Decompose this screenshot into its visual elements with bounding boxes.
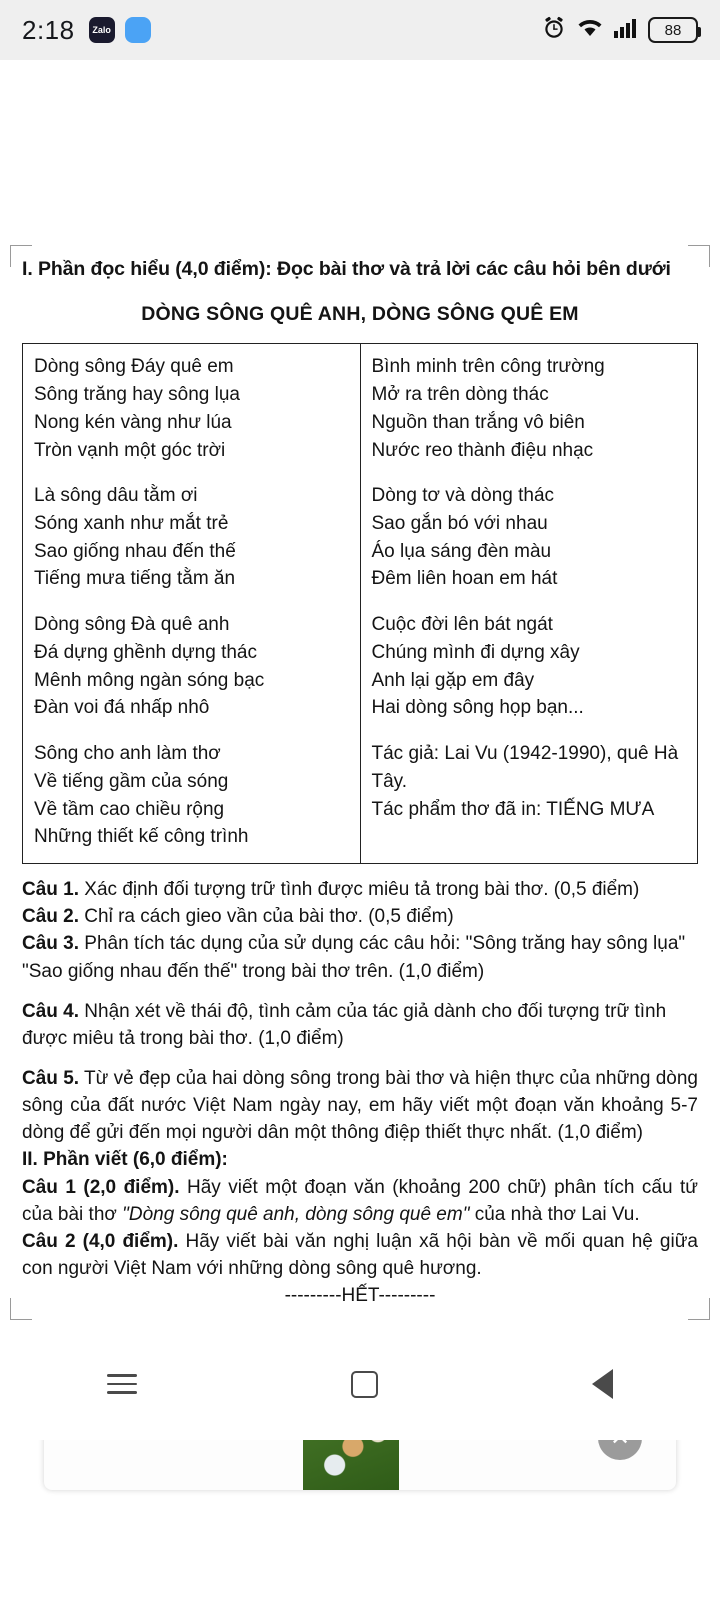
battery-indicator [648,17,698,43]
poem-left-column [23,344,361,864]
poem-line: Áo lụa sáng đèn màu [371,540,552,562]
poem-line: Dòng sông Đáy quê em [34,356,234,378]
question-text: Từ vẻ đẹp của hai dòng sông trong bài thơ và hiện thực của những dòng sông của đất nước Việt Nam ngày nay, em hãy viết một đoạn văn khoảng 5-7 dòng để gửi đến mọi người dân một thông điệp thiết thực nhất. (1,0 điểm) [22,1068,698,1144]
poem-stanza [372,611,688,722]
poem-line: Nong kén vàng như lúa [34,411,232,433]
zalo-app-icon: Zalo [89,17,115,43]
poem-line: Đàn voi đá nhấp nhô [34,697,210,719]
wifi-icon [576,17,604,44]
question-label: Câu 1. [22,879,80,901]
questions-list [22,876,698,1309]
writing-text-after: của nhà thơ Lai Vu. [469,1203,640,1225]
poem-line: Mênh mông ngàn sóng bạc [34,669,265,691]
poem-line: Dòng tơ và dòng thác [371,485,555,507]
question-label: Câu 5. [22,1068,80,1089]
poem-stanza [34,740,350,851]
poem-credits [372,740,688,823]
poem-line: Tròn vạnh một góc trời [34,439,226,461]
home-icon[interactable] [351,1371,378,1398]
question-text: Nhận xét về thái độ, tình cảm của tác giả dành cho đối tượng trữ tình được miêu tả trong bài thơ. (1,0 điểm) [22,1000,667,1049]
question-item [22,1065,698,1146]
question-item [22,998,698,1052]
poem-line: Là sông dâu tằm ơi [34,485,198,507]
poem-line: Mở ra trên dòng thác [371,384,549,406]
poem-line: Nguồn than trắng vô biên [371,411,585,433]
question-text: Phân tích tác dụng của sử dụng các câu hỏi: "Sông trăng hay sông lụa" "Sao giống nhau đến thế" trong bài thơ trên. (1,0 điểm) [22,933,686,982]
question-item [22,930,698,984]
question-label: Câu 3. [22,933,80,955]
question-label: Câu 4. [22,1000,80,1022]
poem-stanza [372,482,688,593]
poem-title: DÒNG SÔNG QUÊ ANH, DÒNG SÔNG QUÊ EM [141,303,579,326]
status-notification-icons [89,17,151,43]
document-body [22,60,698,1309]
messenger-app-icon [125,17,151,43]
crop-mark-bottom-left [10,1298,32,1320]
poem-line: Về tiếng gầm của sóng [34,770,229,792]
poem-line: Bình minh trên công trường [371,356,605,378]
writing-item [22,1174,698,1228]
poem-line: Đêm liên hoan em hát [371,568,558,590]
question-item [22,903,698,930]
poem-line: Về tầm cao chiều rộng [34,798,225,820]
writing-text: Hãy viết một đoạn văn (khoảng 200 chữ) phân tích cấu tứ của bài thơ [22,1176,698,1225]
poem-line: Đá dựng ghềnh dựng thác [34,641,257,663]
section-one-heading: I. Phần đọc hiểu (4,0 điểm): Đọc bài thơ và trả lời các câu hỏi bên dưới [22,258,671,280]
question-label: Câu 2. [22,906,80,928]
poem-stanza [372,353,688,464]
question-text: Chỉ ra cách gieo vần của bài thơ. (0,5 điểm) [79,906,454,928]
poem-line: Anh lại gặp em đây [371,669,535,691]
crop-mark-top-left [10,245,32,267]
poem-line: Cuộc đời lên bát ngát [371,614,553,636]
battery-level: 88 [664,21,682,39]
poem-line: Hai dòng sông họp bạn... [371,697,584,719]
poem-line: Dòng sông Đà quê anh [34,614,230,636]
alarm-icon [541,15,567,46]
writing-quote: "Dòng sông quê anh, dòng sông quê em" [122,1203,470,1225]
poem-line: Chúng mình đi dựng xây [371,641,580,663]
poem-line: Những thiết kế công trình [34,826,249,848]
poem-author: Tác giả: Lai Vu (1942-1990), quê Hà Tây. [371,743,679,792]
writing-label: Câu 2 (4,0 điểm). [22,1230,179,1252]
system-navigation-bar [0,1328,720,1440]
poem-stanza [34,611,350,722]
crop-mark-top-right [688,245,710,267]
status-bar [0,0,720,60]
poem-line: Sóng xanh như mắt trẻ [34,512,229,534]
writing-text: Hãy viết bài văn nghị luận xã hội bàn về mối quan hệ giữa con người Việt Nam với những dòng sông quê hương. [22,1230,698,1280]
section-two-heading: II. Phần viết (6,0 điểm): [22,1149,228,1171]
end-marker: ---------HẾT--------- [284,1285,436,1307]
poem-stanza [34,353,350,464]
poem-line: Sông trăng hay sông lụa [34,384,240,406]
question-text: Xác định đối tượng trữ tình được miêu tả trong bài thơ. (0,5 điểm) [79,879,640,901]
poem-table [22,343,698,864]
poem-line: Sao gắn bó với nhau [371,512,548,534]
poem-line: Sông cho anh làm thơ [34,743,221,765]
poem-publication: Tác phẩm thơ đã in: TIẾNG MƯA [371,798,655,820]
recents-icon[interactable] [107,1368,137,1400]
poem-line: Sao giống nhau đến thế [34,540,236,562]
writing-label: Câu 1 (2,0 điểm). [22,1176,180,1198]
poem-line: Nước reo thành điệu nhạc [371,439,594,461]
document-page [0,60,720,1440]
signal-icon [613,17,639,44]
back-icon[interactable] [592,1369,613,1399]
crop-mark-bottom-right [688,1298,710,1320]
poem-stanza [34,482,350,593]
poem-right-column [360,344,698,864]
status-clock: 2:18 [22,14,75,45]
poem-line: Tiếng mưa tiếng tằm ăn [34,568,236,590]
writing-item [22,1228,698,1282]
question-item [22,876,698,903]
status-system-icons [541,15,698,46]
